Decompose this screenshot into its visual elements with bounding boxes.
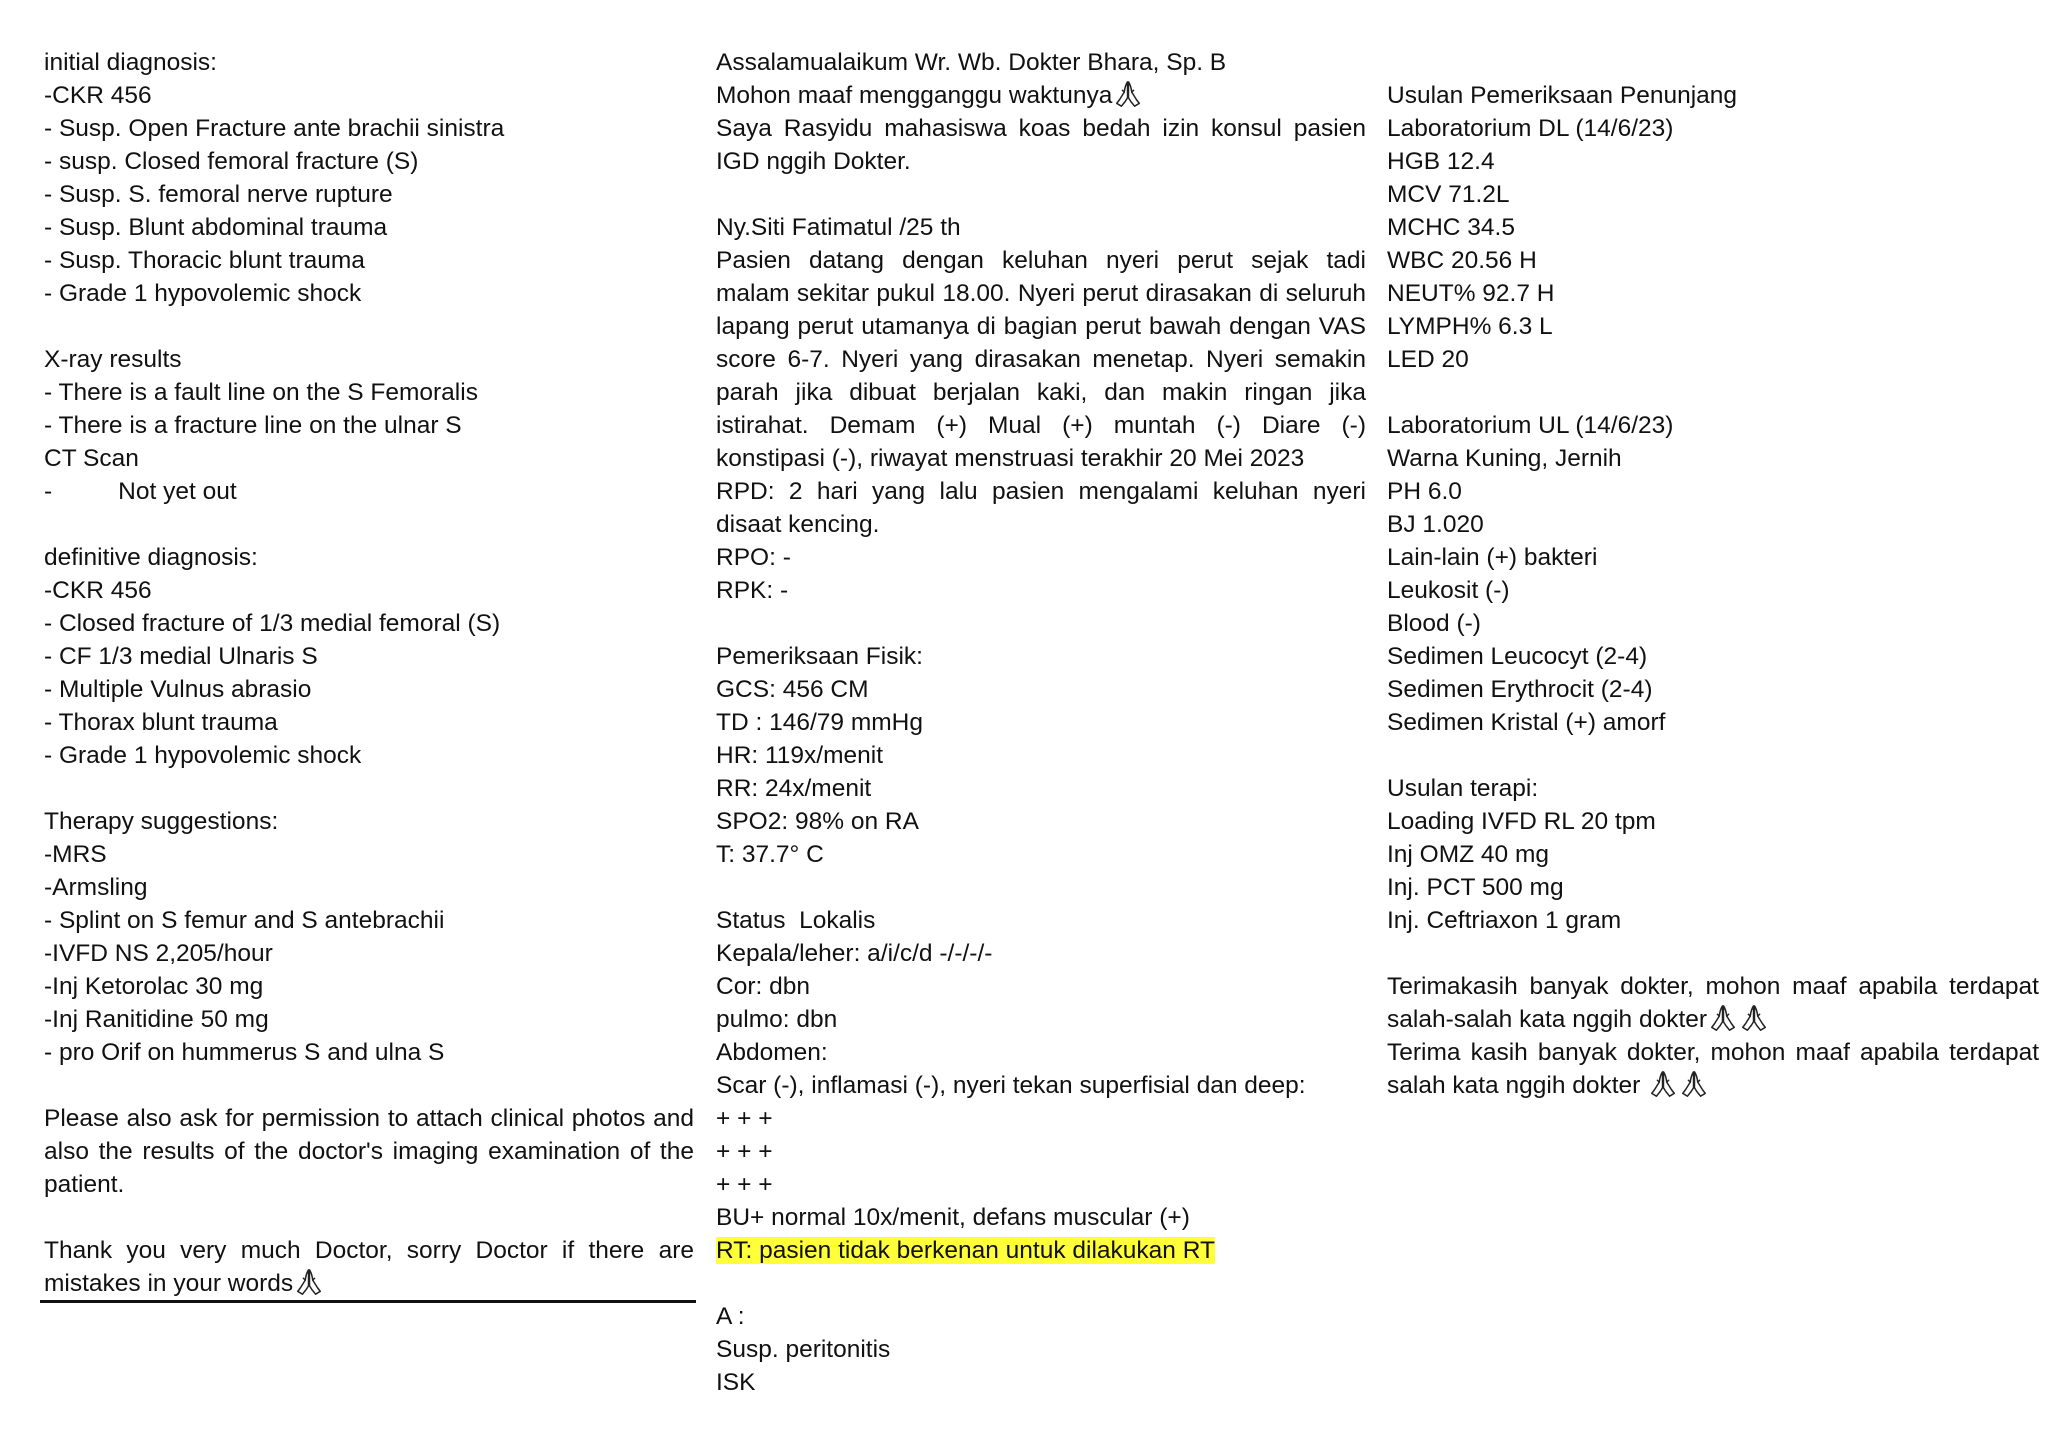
vital-sign: GCS: 456 CM [716, 676, 869, 703]
therapy-item: Inj OMZ 40 mg [1387, 841, 1550, 868]
folded-hands-icon [1679, 1069, 1709, 1099]
list-item: - pro Orif on hummerus S and ulna S [44, 1039, 445, 1066]
rpk-line: RPK: - [716, 577, 789, 604]
list-item: - Susp. Thoracic blunt trauma [44, 247, 365, 274]
lab-result: HGB 12.4 [1387, 148, 1495, 175]
lab-result: LED 20 [1387, 346, 1469, 373]
rpd-paragraph: RPD: 2 hari yang lalu pasien mengalami keluhan nyeri disaat kencing. [716, 478, 1366, 538]
assessment-title: A : [716, 1303, 745, 1330]
folded-hands-icon [1648, 1069, 1678, 1099]
list-item: - Closed fracture of 1/3 medial femoral (S) [44, 610, 501, 637]
rpo-line: RPO: - [716, 544, 791, 571]
folded-hands-icon [1739, 1003, 1769, 1033]
greeting: Assalamualaikum Wr. Wb. Dokter Bhara, Sp. B [716, 49, 1227, 76]
status-lokalis-title: Status Lokalis [716, 907, 876, 934]
status-item: Abdomen: [716, 1039, 828, 1066]
closing-paragraph-1 [1387, 970, 2039, 1036]
ct-scan-value: Not yet out [118, 478, 237, 505]
closing-text-1: Terimakasih banyak dokter, mohon maaf apabila terdapat salah-salah kata nggih dokter [1387, 973, 2039, 1033]
folded-hands-icon [1113, 79, 1143, 109]
english-summary-column [44, 46, 694, 1300]
apology-line [716, 79, 1366, 112]
lab-result: Sedimen Kristal (+) amorf [1387, 709, 1666, 736]
therapy-item: Inj. PCT 500 mg [1387, 874, 1564, 901]
list-item: - Splint on S femur and S antebrachii [44, 907, 445, 934]
complaint-paragraph: Pasien datang dengan keluhan nyeri perut sejak tadi malam sekitar pukul 18.00. Nyeri perut dirasakan di seluruh lapang perut utamanya di bagian perut bawah dengan VAS score 6-7. Nyeri yang dirasakan menetap. Nyeri semakin parah jika dibuat berjalan kaki, dan makin ringan jika istirahat. Demam (+) Mual (+) muntah (-) Diare (-) konstipasi (-), riwayat menstruasi terakhir 20 Mei 2023 [716, 247, 1366, 472]
list-item: -Inj Ketorolac 30 mg [44, 973, 264, 1000]
list-item: - Susp. Blunt abdominal trauma [44, 214, 388, 241]
list-item: - Susp. S. femoral nerve rupture [44, 181, 393, 208]
lab-result: MCV 71.2L [1387, 181, 1510, 208]
list-item: - Thorax blunt trauma [44, 709, 278, 736]
physical-exam-title: Pemeriksaan Fisik: [716, 643, 923, 670]
folded-hands-icon [294, 1267, 324, 1297]
column-divider-line [40, 1300, 696, 1303]
list-item: -Armsling [44, 874, 148, 901]
patient-identity: Ny.Siti Fatimatul /25 th [716, 214, 961, 241]
ct-scan-title: CT Scan [44, 445, 139, 472]
thanks-text: Thank you very much Doctor, sorry Doctor if there are mistakes in your words [44, 1237, 694, 1297]
closing-paragraph-2 [1387, 1036, 2039, 1102]
lab-result: Sedimen Erythrocit (2-4) [1387, 676, 1653, 703]
status-item: Scar (-), inflamasi (-), nyeri tekan superfisial dan deep: [716, 1072, 1306, 1099]
list-item: - susp. Closed femoral fracture (S) [44, 148, 419, 175]
lab-result: Leukosit (-) [1387, 577, 1510, 604]
vital-sign: RR: 24x/menit [716, 775, 872, 802]
list-item: - Grade 1 hypovolemic shock [44, 742, 362, 769]
vital-sign: SPO2: 98% on RA [716, 808, 919, 835]
definitive-diagnosis-title: definitive diagnosis: [44, 544, 258, 571]
lab-result: BJ 1.020 [1387, 511, 1484, 538]
ct-scan-dash: - [44, 478, 53, 505]
list-item: -MRS [44, 841, 107, 868]
xray-results-title: X-ray results [44, 346, 182, 373]
rt-highlighted-text: RT: pasien tidak berkenan untuk dilakukan RT [716, 1237, 1215, 1264]
lab-ul-title: Laboratorium UL (14/6/23) [1387, 412, 1674, 439]
lab-result: Sedimen Leucocyt (2-4) [1387, 643, 1648, 670]
lab-result: LYMPH% 6.3 L [1387, 313, 1553, 340]
list-item: - Susp. Open Fracture ante brachii sinistra [44, 115, 505, 142]
folded-hands-icon [1708, 1003, 1738, 1033]
status-item: + + + [716, 1138, 773, 1165]
status-item: BU+ normal 10x/menit, defans muscular (+) [716, 1204, 1190, 1231]
status-item: + + + [716, 1171, 773, 1198]
lab-result: MCHC 34.5 [1387, 214, 1515, 241]
therapy-proposal-title: Usulan terapi: [1387, 775, 1539, 802]
initial-diagnosis-title: initial diagnosis: [44, 49, 217, 76]
apology-text: Mohon maaf mengganggu waktunya [716, 82, 1113, 109]
vital-sign: HR: 119x/menit [716, 742, 884, 769]
status-item: pulmo: dbn [716, 1006, 838, 1033]
status-item: + + + [716, 1105, 773, 1132]
lab-result: WBC 20.56 H [1387, 247, 1537, 274]
assessment-item: Susp. peritonitis [716, 1336, 891, 1363]
lab-dl-title: Laboratorium DL (14/6/23) [1387, 115, 1674, 142]
therapy-suggestions-title: Therapy suggestions: [44, 808, 279, 835]
list-item: - Multiple Vulnus abrasio [44, 676, 312, 703]
investigations-column [1387, 46, 2039, 1102]
lab-result: Lain-lain (+) bakteri [1387, 544, 1598, 571]
list-item: - There is a fracture line on the ulnar S [44, 412, 462, 439]
support-exam-title: Usulan Pemeriksaan Penunjang [1387, 82, 1738, 109]
therapy-item: Loading IVFD RL 20 tpm [1387, 808, 1656, 835]
vital-sign: TD : 146/79 mmHg [716, 709, 923, 736]
list-item: -CKR 456 [44, 577, 152, 604]
list-item: -IVFD NS 2,205/hour [44, 940, 273, 967]
vital-sign: T: 37.7° C [716, 841, 824, 868]
rt-line [716, 1234, 1366, 1267]
consultation-column [716, 46, 1366, 1399]
status-item: Kepala/leher: a/i/c/d -/-/-/- [716, 940, 993, 967]
intro-paragraph: Saya Rasyidu mahasiswa koas bedah izin konsul pasien IGD nggih Dokter. [716, 115, 1366, 175]
lab-result: Blood (-) [1387, 610, 1481, 637]
lab-result: NEUT% 92.7 H [1387, 280, 1555, 307]
list-item: - CF 1/3 medial Ulnaris S [44, 643, 318, 670]
lab-result: PH 6.0 [1387, 478, 1462, 505]
list-item: - There is a fault line on the S Femoralis [44, 379, 478, 406]
therapy-item: Inj. Ceftriaxon 1 gram [1387, 907, 1622, 934]
list-item: - Grade 1 hypovolemic shock [44, 280, 362, 307]
lab-result: Warna Kuning, Jernih [1387, 445, 1622, 472]
permission-paragraph: Please also ask for permission to attach clinical photos and also the results of the doctor's imaging examination of the patient. [44, 1105, 694, 1198]
status-item: Cor: dbn [716, 973, 810, 1000]
closing-text-2: Terima kasih banyak dokter, mohon maaf apabila terdapat salah kata nggih dokter [1387, 1039, 2039, 1099]
list-item: -Inj Ranitidine 50 mg [44, 1006, 269, 1033]
assessment-item: ISK [716, 1369, 756, 1396]
thanks-paragraph [44, 1234, 694, 1300]
list-item: -CKR 456 [44, 82, 152, 109]
ct-scan-result [44, 475, 694, 508]
